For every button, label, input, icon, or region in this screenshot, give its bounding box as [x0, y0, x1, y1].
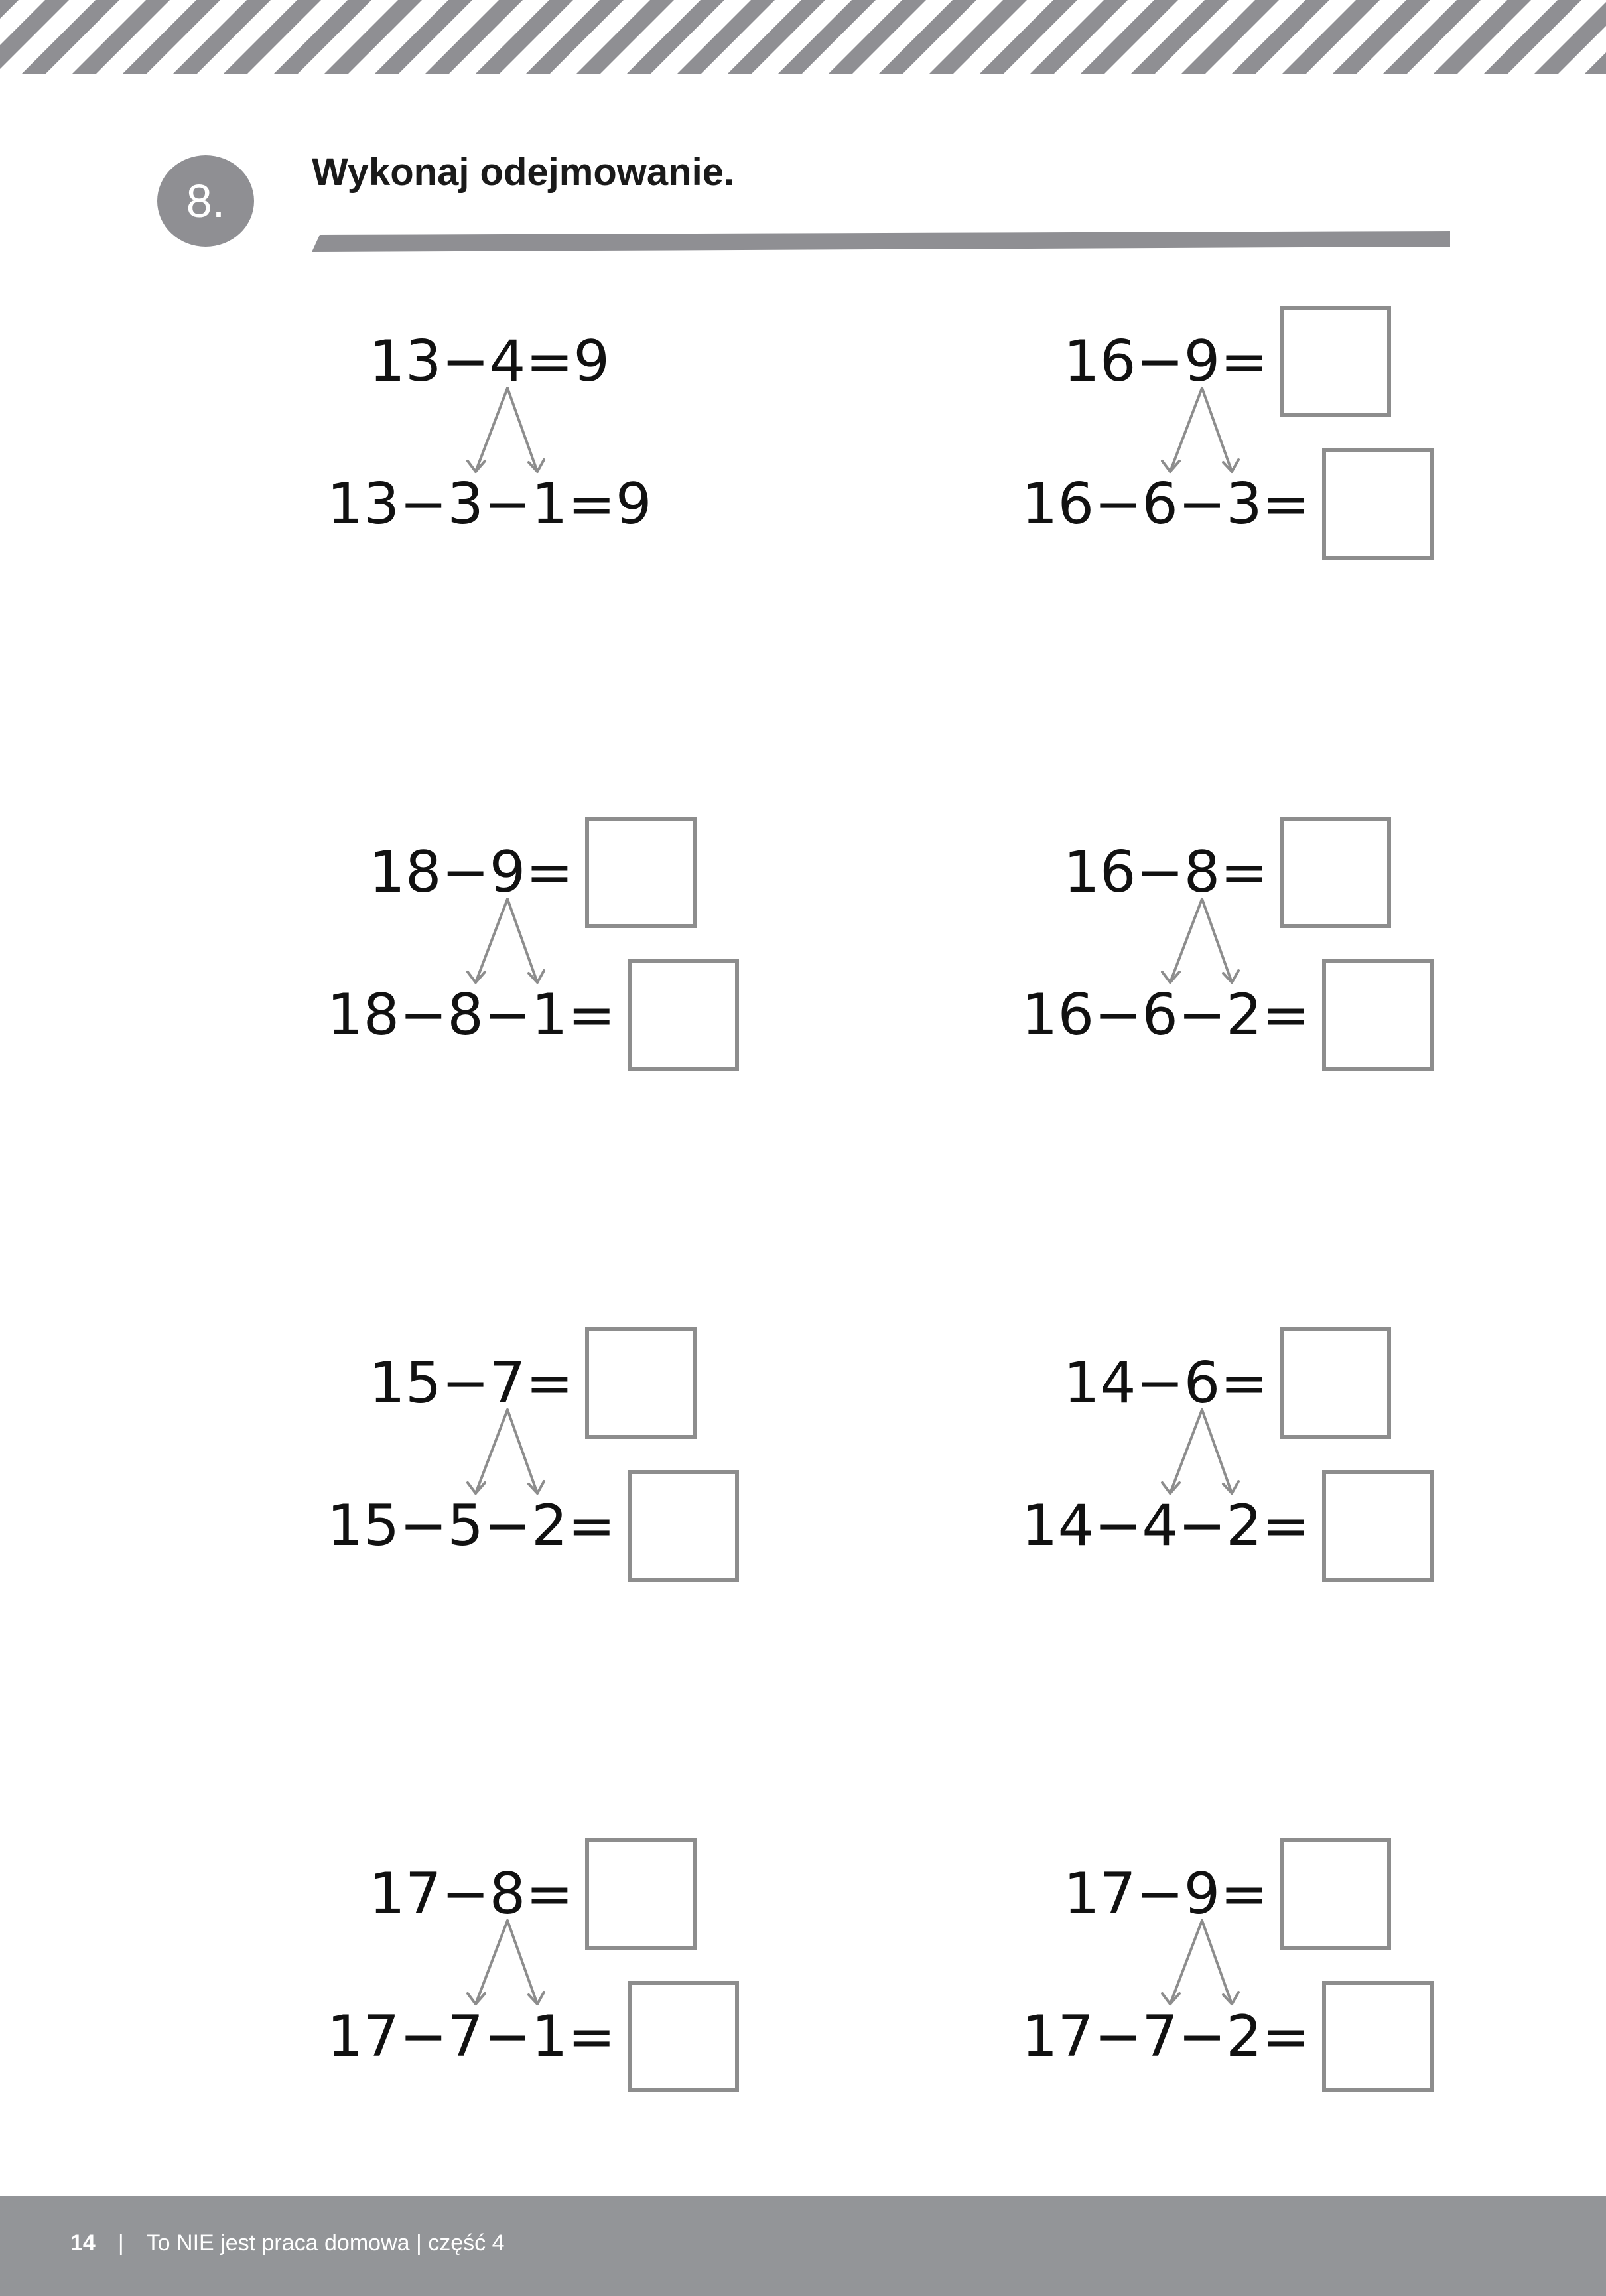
footer-text [70, 2230, 505, 2256]
minus-sign: − [441, 1350, 490, 1416]
equals-sign: = [567, 1493, 616, 1559]
minuend: 14 [1021, 1493, 1095, 1559]
answer-box-bottom[interactable] [1322, 1470, 1434, 1582]
minus-sign: − [1094, 2003, 1142, 2070]
answer-box-bottom[interactable] [1322, 448, 1434, 560]
bottom-equation [326, 471, 652, 537]
subtrahend: 6 [1183, 1350, 1221, 1416]
equals-sign: = [525, 1350, 574, 1416]
minus-sign: − [1177, 2003, 1227, 2070]
equals-sign: = [1220, 1861, 1268, 1927]
exercise-number-badge: 8. [157, 155, 254, 247]
equals-sign: = [1262, 2003, 1310, 2070]
equals-sign: = [1262, 471, 1310, 537]
first-part: 5 [447, 1493, 484, 1559]
first-part: 7 [1142, 2003, 1178, 2070]
minus-sign: − [483, 2003, 532, 2070]
bottom-equation [1021, 2003, 1310, 2070]
second-part: 2 [1226, 1493, 1262, 1559]
minuend: 17 [1063, 1861, 1136, 1927]
equals-sign: = [525, 328, 574, 395]
answer-box-top[interactable] [1280, 817, 1391, 928]
answer-box-top[interactable] [1280, 1838, 1391, 1950]
answer-box-bottom[interactable] [1322, 1981, 1434, 2092]
minuend: 16 [1021, 982, 1095, 1048]
instruction-underline [312, 226, 1450, 257]
minuend: 17 [369, 1861, 442, 1927]
subtrahend: 9 [1183, 328, 1221, 395]
answer-box-top[interactable] [585, 1838, 697, 1950]
answer-box-bottom[interactable] [628, 1981, 739, 2092]
minuend: 15 [369, 1350, 442, 1416]
minuend: 13 [326, 471, 400, 537]
minus-sign: − [399, 1493, 448, 1559]
minus-sign: − [483, 471, 532, 537]
minus-sign: − [1094, 982, 1142, 1048]
minus-sign: − [399, 982, 448, 1048]
subtrahend: 7 [489, 1350, 526, 1416]
second-part: 2 [1226, 2003, 1262, 2070]
equals-sign: = [1220, 328, 1268, 395]
second-part: 1 [531, 2003, 568, 2070]
top-equation [369, 839, 574, 906]
footer-title: To NIE jest praca domowa | część 4 [146, 2230, 505, 2256]
minuend: 17 [1021, 2003, 1095, 2070]
answer-box-bottom[interactable] [1322, 959, 1434, 1071]
second-part: 3 [1226, 471, 1262, 537]
answer-box-top[interactable] [1280, 1327, 1391, 1439]
minus-sign: − [1094, 471, 1142, 537]
page-footer [0, 2196, 1606, 2296]
equals-sign: = [1220, 1350, 1268, 1416]
bottom-equation [1021, 1493, 1310, 1559]
top-equation [369, 1350, 574, 1416]
top-equation [1063, 839, 1268, 906]
bottom-equation [1021, 982, 1310, 1048]
second-part: 1 [531, 982, 568, 1048]
answer-box-bottom[interactable] [628, 1470, 739, 1582]
minuend: 15 [326, 1493, 400, 1559]
minus-sign: − [1177, 982, 1227, 1048]
minus-sign: − [1136, 328, 1184, 395]
result: 9 [573, 328, 610, 395]
top-equation [1063, 1350, 1268, 1416]
minuend: 17 [326, 2003, 400, 2070]
first-part: 4 [1142, 1493, 1178, 1559]
equals-sign: = [1220, 839, 1268, 906]
minus-sign: − [441, 328, 490, 395]
striped-header-band [0, 0, 1606, 74]
top-equation [369, 1861, 574, 1927]
minus-sign: − [441, 1861, 490, 1927]
second-part: 2 [531, 1493, 568, 1559]
minus-sign: − [1094, 1493, 1142, 1559]
footer-separator: | [117, 2230, 124, 2256]
minuend: 16 [1021, 471, 1095, 537]
subtrahend: 8 [489, 1861, 526, 1927]
answer-box-top[interactable] [585, 1327, 697, 1439]
subtrahend: 4 [489, 328, 526, 395]
minus-sign: − [399, 471, 448, 537]
minus-sign: − [1177, 471, 1227, 537]
top-equation [1063, 1861, 1268, 1927]
equals-sign: = [567, 982, 616, 1048]
minus-sign: − [1136, 1861, 1184, 1927]
first-part: 6 [1142, 471, 1178, 537]
second-part: 2 [1226, 982, 1262, 1048]
minus-sign: − [399, 2003, 448, 2070]
minuend: 16 [1063, 328, 1136, 395]
minus-sign: − [483, 1493, 532, 1559]
minuend: 14 [1063, 1350, 1136, 1416]
first-part: 8 [447, 982, 484, 1048]
equals-sign: = [567, 471, 616, 537]
page-number: 14 [70, 2230, 96, 2256]
minus-sign: − [1177, 1493, 1227, 1559]
minus-sign: − [1136, 1350, 1184, 1416]
top-equation [369, 328, 610, 395]
subtrahend: 9 [1183, 1861, 1221, 1927]
answer-box-top[interactable] [1280, 306, 1391, 417]
equals-sign: = [525, 1861, 574, 1927]
subtrahend: 9 [489, 839, 526, 906]
minuend: 16 [1063, 839, 1136, 906]
second-part: 1 [531, 471, 568, 537]
equals-sign: = [567, 2003, 616, 2070]
bottom-equation [326, 982, 616, 1048]
top-equation [1063, 328, 1268, 395]
equals-sign: = [1262, 1493, 1310, 1559]
first-part: 3 [447, 471, 484, 537]
bottom-equation [326, 1493, 616, 1559]
first-part: 6 [1142, 982, 1178, 1048]
first-part: 7 [447, 2003, 484, 2070]
equals-sign: = [525, 839, 574, 906]
equals-sign: = [1262, 982, 1310, 1048]
minuend: 18 [326, 982, 400, 1048]
minuend: 18 [369, 839, 442, 906]
answer-box-top[interactable] [585, 817, 697, 928]
minus-sign: − [483, 982, 532, 1048]
minuend: 13 [369, 328, 442, 395]
answer-box-bottom[interactable] [628, 959, 739, 1071]
exercise-instruction: Wykonaj odejmowanie. [312, 151, 735, 194]
subtrahend: 8 [1183, 839, 1221, 906]
minus-sign: − [441, 839, 490, 906]
minus-sign: − [1136, 839, 1184, 906]
result: 9 [615, 471, 652, 537]
bottom-equation [1021, 471, 1310, 537]
bottom-equation [326, 2003, 616, 2070]
